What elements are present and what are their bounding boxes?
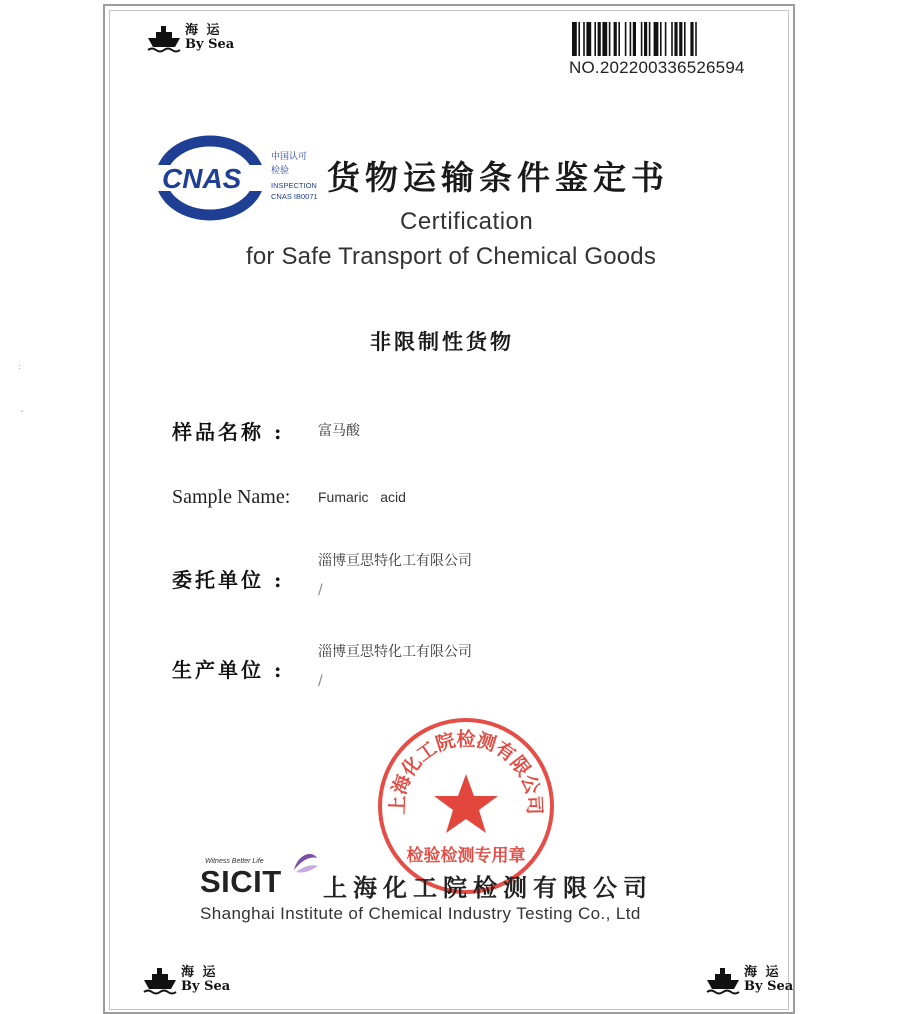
client-value: 淄博亘思特化工有限公司 [318,553,472,569]
cnas-line1: 中国认可 [271,152,308,162]
cnas-line3: INSPECTION [271,181,317,190]
issuer-tagline: Witness Better Life [205,858,264,865]
ship-icon [706,966,740,996]
producer-value: 淄博亘思特化工有限公司 [318,644,472,660]
client-value-en: / [318,582,323,598]
cnas-logo-text: CNAS [162,163,242,194]
by-sea-en: By Sea [181,978,231,994]
by-sea-en: By Sea [744,978,794,994]
sample-name-en-value: Fumaric acid [318,489,406,505]
by-sea-mark-bottom-right [706,966,793,996]
by-sea-zh: 海 运 [181,965,218,980]
scan-mark: ˇ [20,410,24,419]
cnas-line4: CNAS IB0071 [271,192,318,201]
by-sea-zh: 海 运 [185,23,222,38]
by-sea-mark-top-left [147,24,234,54]
by-sea-en: By Sea [185,36,235,52]
goods-category: 非限制性货物 [370,329,514,354]
producer-label: 生产单位 : [172,658,285,682]
cnas-logo [158,135,328,221]
star-icon [434,774,498,833]
seal-bottom-text: 检验检测专用章 [406,846,526,866]
ship-icon [143,966,177,996]
sicit-swoosh-icon [290,848,320,878]
producer-value-en: / [318,673,323,689]
barcode [572,22,776,56]
client-label: 委托单位 : [172,568,285,592]
issuer-logo: SICIT [200,864,282,899]
sample-name-zh-value: 富马酸 [318,423,360,439]
ship-icon [147,24,181,54]
by-sea-zh: 海 运 [744,965,781,980]
title-en-line2: for Safe Transport of Chemical Goods [246,243,657,270]
title-en-line1: Certification [400,208,534,235]
seal-ring-text: 上海化工院检测有限公司 [386,728,546,815]
sample-name-zh-label: 样品名称 : [172,420,285,444]
by-sea-mark-bottom-left [143,966,230,996]
certificate-number: NO.202200336526594 [569,58,745,77]
issuer-name-en: Shanghai Institute of Chemical Industry Testing Co., Ltd [200,904,641,923]
title-zh: 货物运输条件鉴定书 [327,158,669,197]
scan-mark: : [18,362,21,371]
cnas-line2: 检验 [271,166,290,176]
sample-name-en-label: Sample Name: [172,486,291,508]
issuer-name-zh: 上海化工院检测有限公司 [323,873,653,902]
